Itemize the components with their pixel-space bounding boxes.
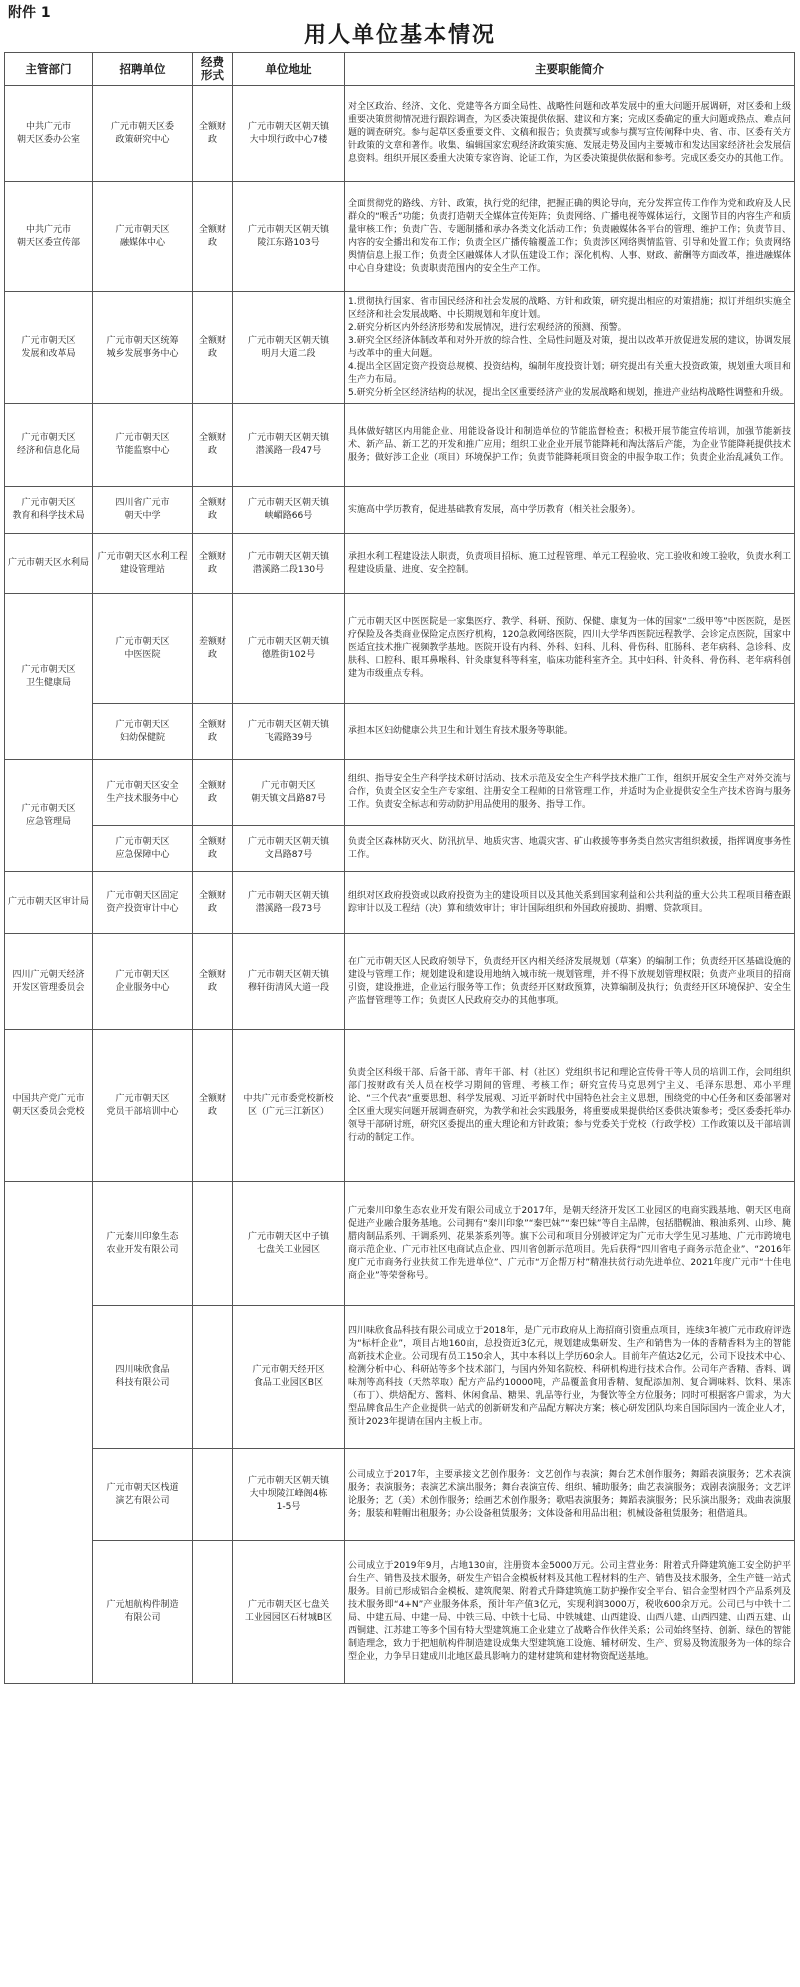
table-row — [5, 934, 795, 1030]
cell-fund: 全额财政 — [193, 704, 233, 760]
cell-fund: 全额财政 — [193, 404, 233, 487]
cell-unit: 广元市朝天区统筹 城乡发展事务中心 — [93, 292, 193, 404]
cell-unit: 广元市朝天区固定 资产投资审计中心 — [93, 872, 193, 934]
cell-unit: 广元市朝天区 应急保障中心 — [93, 826, 193, 872]
cell-address: 广元市朝天区朝天镇 潜溪路一段73号 — [233, 872, 345, 934]
table-row — [5, 487, 795, 534]
cell-unit: 广元市朝天区 妇幼保健院 — [93, 704, 193, 760]
cell-dept: 广元市朝天区水利局 — [5, 534, 93, 594]
cell-dept: 中国共产党广元市 朝天区委员会党校 — [5, 1030, 93, 1182]
cell-duties: 负责全区科级干部、后备干部、青年干部、村（社区）党组织书记和理论宣传骨干等人员的培训工作，会同组织部门按财政有关人员在校学习期间的管理、考核工作；研究宣传马克思列宁主义、毛泽东思想、邓小平理论、“三个代表”重要思想、科学发展观、习近平新时代中国特色社会主义思想，围绕党的中心任务和区委部署对全区重大现实问题开展调查研究，为教学和社会实践服务，将重要成果提供给区委供决策参考；受区委委托举办领导干部研讨班，研究区委提出的重大理论和方针政策；参与党委关于党校（行政学校）工作政策以及干部培训行动的制定工作。 — [345, 1030, 795, 1182]
cell-duties: 1.贯彻执行国家、省市国民经济和社会发展的战略、方针和政策，研究提出相应的对策措施；拟订并组织实施全区经济和社会发展战略、中长期规划和年度计划。 2.研究分析区内外经济形势和发展情况，进行宏观经济的预测、预警。 3.研究全区经济体制改革和对外开放的综合性、全局性问题及对策，提出以改革开放促进发展的建议，协调发展与改革中的重大问题。 4.提出全区固定资产投资总规模、投资结构，编制年度投资计划；研究提出有关重大投资政策，规划重大项目和生产力布局。 5.研究分析全区经济结构的状况，提出全区重要经济产业的发展战略和规划，推进产业结构战略性调整和升级。 — [345, 292, 795, 404]
cell-unit: 广元市朝天区水利工程 建设管理站 — [93, 534, 193, 594]
table-row — [5, 704, 795, 760]
cell-unit: 广元市朝天区栈道 演艺有限公司 — [93, 1449, 193, 1541]
document-title: 用人单位基本情况 — [303, 23, 496, 48]
cell-address: 广元市朝天区朝天镇 穆轩街清风大道一段 — [233, 934, 345, 1030]
cell-fund: 全额财政 — [193, 292, 233, 404]
cell-address: 广元市朝天区朝天镇 大中坝行政中心7楼 — [233, 86, 345, 182]
table-row — [5, 594, 795, 704]
cell-duties: 公司成立于2017年，主要承接文艺创作服务：文艺创作与表演；舞台艺术创作服务；舞蹈表演服务；艺术表演服务；表演服务；表演艺术演出服务；舞台表演宣传、组织、辅助服务；曲艺表演服务；戏剧表演服务；文艺评论服务；艺（美）术创作服务；绘画艺术创作服务；歌唱表演服务；舞蹈表演服务；民乐演出服务；戏曲表演服务；服装和鞋帽出租服务；办公设备租赁服务；文体设备和用品出租；机械设备租赁服务；租借道具。 — [345, 1449, 795, 1541]
cell-dept: 中共广元市 朝天区委宣传部 — [5, 182, 93, 292]
cell-duties: 在广元市朝天区人民政府领导下，负责经开区内相关经济发展规划（草案）的编制工作；负责经开区基础设施的建设与管理工作；规划建设和建设用地纳入城市统一规划管理，并不得下放规划管理权限；负责产业项目的招商引资，建设推进，企业运行服务等工作；负责经开区财政预算，决算编制及执行；负责经开区环境保护、安全生产监督管理等工作；负责区人民政府交办的其他事项。 — [345, 934, 795, 1030]
header-duties: 主要职能简介 — [345, 53, 795, 86]
table-row — [5, 292, 795, 404]
table-row — [5, 534, 795, 594]
table-header-row — [5, 53, 795, 86]
cell-duties: 公司成立于2019年9月，占地130亩，注册资本金5000万元。公司主营业务：附着式升降建筑施工安全防护平台生产、销售及技术服务，研发生产铝合金模板材料及其他工程材料的生产、销售及技术服务，全生产链一站式服务。目前已形成铝合金模板、建筑爬架、附着式升降建筑施工防护操作安全平台、铝合金型材四个产品系列及技术服务即“4+N”产业服务体系，预计年产值3亿元，实现利润3000万，税收600余万元。公司已与中铁十二局、中建五局、中建一局、中铁三局、中铁十七局、中铁城建、山西建设、山西八建、山西四建、山西五建、山西铜建、江苏建工等多个国有特大型建筑施工企业建立了战略合作伙伴关系；公司始终坚持、创新、绿色的智能制造理念，致力于把旭航构件制造建设成集大型建筑施工设施、辅材研发、生产、贸易及物流服务为一体的综合型企业，力争早日建成川北地区最具影响力的建材建筑和建材物资配送基地。 — [345, 1541, 795, 1684]
cell-duties: 对全区政治、经济、文化、党建等各方面全局性、战略性问题和改革发展中的重大问题开展调研，对区委和上级重要决策贯彻情况进行跟踪调查，为区委决策提供依据、建议和方案；完成区委确定的重大问题或热点、难点问题的调查研究。参与起草区委重要文件、文稿和报告；负责撰写或参与撰写宣传阐释中央、省、市、区委有关方针政策的文章和著作。收集、编辑国家宏观经济政策实施、发展走势及国内主要城市和发达国家经济社会发展信息资料。组织开展区委重大决策专家咨询、论证工作，为区委决策提供依据和参考。完成区委交办的其他工作。 — [345, 86, 795, 182]
cell-address: 广元市朝天区朝天镇 明月大道二段 — [233, 292, 345, 404]
cell-dept: 广元市朝天区 应急管理局 — [5, 760, 93, 872]
cell-dept — [5, 1182, 93, 1684]
cell-dept: 中共广元市 朝天区委办公室 — [5, 86, 93, 182]
cell-fund: 全额财政 — [193, 872, 233, 934]
cell-address: 广元市朝天区朝天镇 文昌路87号 — [233, 826, 345, 872]
cell-address: 广元市朝天区朝天镇 大中坝陵江峰阁4栋 1-5号 — [233, 1449, 345, 1541]
cell-unit: 广元市朝天区 党员干部培训中心 — [93, 1030, 193, 1182]
attachment-label: 附件 1 — [8, 5, 51, 21]
header-unit: 招聘单位 — [93, 53, 193, 86]
cell-dept: 广元市朝天区 发展和改革局 — [5, 292, 93, 404]
cell-fund: 差额财政 — [193, 594, 233, 704]
cell-unit: 广元旭航构件制造 有限公司 — [93, 1541, 193, 1684]
cell-dept: 广元市朝天区 经济和信息化局 — [5, 404, 93, 487]
table-body — [5, 86, 795, 1684]
table-row — [5, 1306, 795, 1449]
cell-duties: 广元市朝天区中医医院是一家集医疗、教学、科研、预防、保健、康复为一体的国家“二级甲等”中医医院，是医疗保险及各类商业保险定点医疗机构，120急救网络医院，四川大学华西医院远程教学、会诊定点医院，国家中医适宜技术推广视频教学基地。医院开设有内科、外科、妇科、儿科、骨伤科、肛肠科、老年病科、急诊科、皮肤科、口腔科、眼耳鼻喉科、针灸康复科等科室，临床功能科室齐全。其中妇科、针灸科、骨伤科、老年病科创建为市级重点专科。 — [345, 594, 795, 704]
cell-unit: 广元市朝天区 中医医院 — [93, 594, 193, 704]
table-row — [5, 86, 795, 182]
cell-unit: 广元市朝天区 融媒体中心 — [93, 182, 193, 292]
header-address: 单位地址 — [233, 53, 345, 86]
cell-address: 广元市朝天区朝天镇 陵江东路103号 — [233, 182, 345, 292]
cell-duties: 组织、指导安全生产科学技术研讨活动、技术示范及安全生产科学技术推广工作，组织开展安全生产对外交流与合作，负责全区安全生产专家组、注册安全工程师的日常管理工作，并适时为企业提供安全生产技术咨询与服务工作。负责安全标志和劳动防护用品使用的服务、指导工作。 — [345, 760, 795, 826]
cell-duties: 承担水利工程建设法人职责，负责项目招标、施工过程管理、单元工程验收、完工验收和竣工验收，负责水利工程建设质量、进度、安全控制。 — [345, 534, 795, 594]
cell-fund: 全额财政 — [193, 86, 233, 182]
table-row — [5, 1030, 795, 1182]
cell-unit: 广元市朝天区 节能监察中心 — [93, 404, 193, 487]
header-dept: 主管部门 — [5, 53, 93, 86]
cell-duties: 具体做好辖区内用能企业、用能设备设计和制造单位的节能监督检查；积极开展节能宣传培训，加强节能新技术、新产品、新工艺的开发和推广应用；组织工业企业开展节能降耗和淘汰落后产能，为企业节能降耗提供技术服务；做好涉工企业（项目）环境保护工作；负责节能降耗项目资金的申报争取工作；负责企业治乱减负工作。 — [345, 404, 795, 487]
cell-address: 广元市朝天区朝天镇 飞霞路39号 — [233, 704, 345, 760]
cell-duties: 全面贯彻党的路线、方针、政策，执行党的纪律，把握正确的舆论导向，充分发挥宣传工作作为党和政府及人民群众的“喉舌”功能；负责打造朝天全媒体宣传矩阵；负责网络、广播电视等媒体运行，文图节目的内容生产和质量审核工作；负责广告、专题制播和承办各类文化活动工作；负责融媒体各平台的管理、维护工作；负责节目、内容的安全播出和发布工作；负责全区广播传输覆盖工作；负责涉区网络舆情监管、引导和处置工作；负责网络舆情信息上报工作；负责全区融媒体人才队伍建设工作；深化机构、人事、财政、薪酬等方面改革，推进融媒体中心自身建设；负责职责范围内的安全生产工作。 — [345, 182, 795, 292]
cell-duties: 负责全区森林防灭火、防汛抗旱、地质灾害、地震灾害、矿山救援等事务类自然灾害组织救援，指挥调度事务性工作。 — [345, 826, 795, 872]
header-fund: 经费 形式 — [193, 53, 233, 86]
cell-fund — [193, 1182, 233, 1306]
cell-address: 广元市朝天区中子镇 七盘关工业园区 — [233, 1182, 345, 1306]
cell-address: 中共广元市委党校新校 区（广元三江新区） — [233, 1030, 345, 1182]
cell-address: 广元市朝天区朝天镇 德胜街102号 — [233, 594, 345, 704]
cell-duties: 承担本区妇幼健康公共卫生和计划生育技术服务等职能。 — [345, 704, 795, 760]
table-row — [5, 826, 795, 872]
table-row — [5, 1541, 795, 1684]
cell-address: 广元市朝天区朝天镇 峡嵋路66号 — [233, 487, 345, 534]
cell-dept: 四川广元朝天经济 开发区管理委员会 — [5, 934, 93, 1030]
table-row — [5, 404, 795, 487]
cell-duties: 四川味欣食品科技有限公司成立于2018年，是广元市政府从上海招商引资重点项目，连续3年被广元市政府评选为“标杆企业”，项目占地160亩，总投资近3亿元，规划建成集研发、生产和销售为一体的香精香料为主的智能高新技术企业。公司现有员工150余人，其中本科以上学历60余人。目前年产值达2亿元，公司下设技术中心、检测分析中心、科研站等多个技术部门，与国内外知名院校、科研机构进行技术合作。公司年产香精、香料、调味剂等高科技（天然萃取）配方产品约10000吨，产品覆盖食用香精、复配添加剂、复合调味料、饮料、果冻（布丁）、烘焙配方、酱料、休闲食品、糖果、乳品等行业，为餐饮等全方位服务；同时可根据客户需求，为大型品牌食品生产企业提供一站式的创新研发和产品配方解决方案；核心研发团队均来自国际国内一流企业人才，预计2023年提请在国内主板上市。 — [345, 1306, 795, 1449]
cell-address: 广元市朝天区 朝天镇文昌路87号 — [233, 760, 345, 826]
cell-fund — [193, 1306, 233, 1449]
cell-unit: 广元市朝天区委 政策研究中心 — [93, 86, 193, 182]
table-row — [5, 1182, 795, 1306]
cell-unit: 四川省广元市 朝天中学 — [93, 487, 193, 534]
cell-duties: 实施高中学历教育，促进基础教育发展，高中学历教育（相关社会服务）。 — [345, 487, 795, 534]
cell-dept: 广元市朝天区 教育和科学技术局 — [5, 487, 93, 534]
employer-table — [4, 52, 795, 1684]
cell-fund: 全额财政 — [193, 760, 233, 826]
cell-dept: 广元市朝天区审计局 — [5, 872, 93, 934]
cell-address: 广元市朝天经开区 食品工业园区B区 — [233, 1306, 345, 1449]
table-row — [5, 872, 795, 934]
cell-unit: 广元市朝天区安全 生产技术服务中心 — [93, 760, 193, 826]
cell-address: 广元市朝天区七盘关 工业园园区石材城B区 — [233, 1541, 345, 1684]
cell-address: 广元市朝天区朝天镇 潜溪路一段47号 — [233, 404, 345, 487]
table-row — [5, 1449, 795, 1541]
cell-fund: 全额财政 — [193, 487, 233, 534]
cell-address: 广元市朝天区朝天镇 潜溪路二段130号 — [233, 534, 345, 594]
cell-duties: 广元秦川印象生态农业开发有限公司成立于2017年，是朝天经济开发区工业园区的电商实践基地、朝天区电商促进产业融合服务基地。公司拥有“秦川印象”“秦巴妹”“秦巴妹”等自主品牌，包括腊幌油、粮油系列、山珍、腌腊肉制品系列、干调系列、花果茶系列等。旗下公司和项目分别被评定为广元市大学生见习基地、广元市跨境电商示范企业、广元市社区电商试点企业、四川省创新示范项目。先后获得“四川省电子商务示范企业”、“2016年度广元市商务行业扶贫工作先进单位”、广元市“万企帮万村”精准扶贫行动先进单位、2021年度广元市“十佳电商企业”等荣誉称号。 — [345, 1182, 795, 1306]
cell-unit: 广元秦川印象生态 农业开发有限公司 — [93, 1182, 193, 1306]
cell-fund: 全额财政 — [193, 826, 233, 872]
cell-fund: 全额财政 — [193, 934, 233, 1030]
cell-fund: 全额财政 — [193, 182, 233, 292]
table-row — [5, 182, 795, 292]
cell-duties: 组织对区政府投资或以政府投资为主的建设项目以及其他关系到国家利益和公共利益的重大公共工程项目稽查跟踪审计以及工程结（决）算和绩效审计；审计国际组织和外国政府援助、捐赠、贷款项目。 — [345, 872, 795, 934]
cell-fund: 全额财政 — [193, 1030, 233, 1182]
cell-fund — [193, 1449, 233, 1541]
cell-unit: 四川味欣食品 科技有限公司 — [93, 1306, 193, 1449]
cell-fund: 全额财政 — [193, 534, 233, 594]
cell-dept: 广元市朝天区 卫生健康局 — [5, 594, 93, 760]
cell-fund — [193, 1541, 233, 1684]
cell-unit: 广元市朝天区 企业服务中心 — [93, 934, 193, 1030]
table-row — [5, 760, 795, 826]
